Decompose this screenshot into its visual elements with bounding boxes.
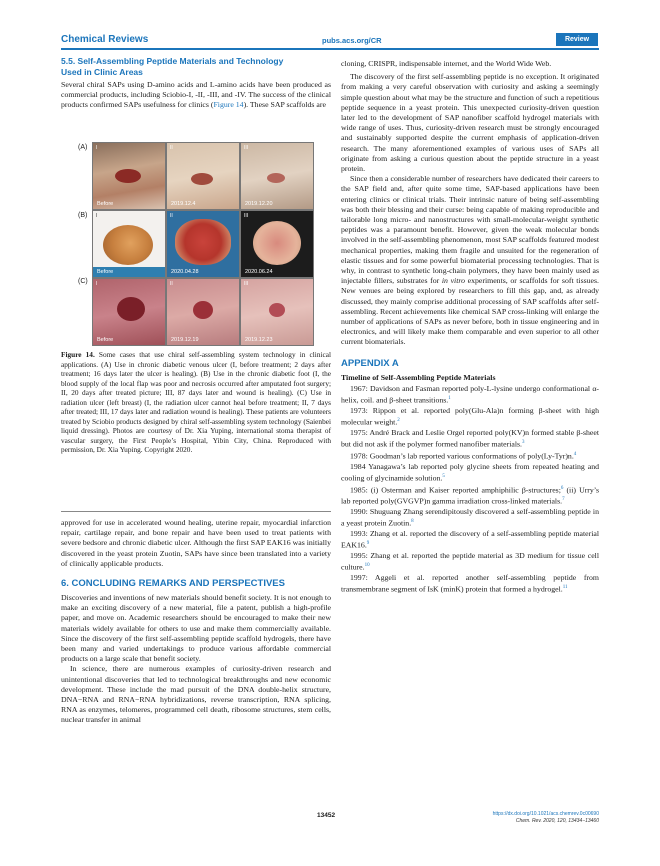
- timeline-entry: 1995: Zhang et al. reported the peptide material as 3D medium for tissue cell culture.$^{10}$: [341, 551, 599, 573]
- section-title-line2: Used in Clinic Areas: [61, 66, 143, 77]
- timeline-entry: 1973: Rippon et al. reported poly(Glu-Ala)n forming β-sheet with high molecular weight.$^2$: [341, 405, 599, 427]
- timeline-entry: 1985: (i) Osterman and Kaiser reported amphiphilic β-structures;$^6$ (ii) Urry’s lab reported poly(GVGVP)n gamma irradiation cross-linked materials.$^7$: [341, 485, 599, 507]
- appendix-a-title: APPENDIX A: [341, 357, 399, 369]
- paragraph: Since then a considerable number of researchers have dedicated their careers to the SAP field and, after quite some time, SAP-based applications have been entering clinics or clinical trials. Their intrinsic nature of being self-assembling was both their blessing and their curse: being capable of making reproducible and tailorable long micro- and nanostructures with small-molecular-weight synthetic peptides was a paramount benefit. However, given the weak molecular bonds involved in the self-assembling phenomenon, most SAP scaffolds featured modest mechanical properties, making them fragile and unsuited for the regeneration of elastic tissues and for some powerful biomaterial processing technologies. That is why, in contrast to synthetic long-chain polymers, they have been mainly used as injectable fillers, substrates for in vitro experiments, or scaffolds for soft tissues. New venues are being explored by researchers to fill this gap, and, as already discussed, they mainly comprise additional processing of SAP scaffolds after self-assembling. Recent achievements like chemical SAP cross-linking will enlarge the number of applications of SAPs as never before, both in tissue engineering and in electronics, and will likely make them comparable and even superior to all other current biomaterials.: [341, 174, 600, 347]
- citation: Chem. Rev. 2020, 120, 13434−13460: [515, 818, 599, 824]
- section-title-line1: 5.5. Self-Assembling Peptide Materials and Technology: [61, 56, 284, 66]
- paragraph: In science, there are numerous examples of curiosity-driven research and unintentional discoveries that led to technological breakthroughs and new economic development. These include the mad pursuit of the DNA double-helix structure, DNA−RNA and RNA−RNA hybridizations, reverse transcription, RNA splicing, RNA as enzymes, telomeres, programmed cell death, ribosome structures, stem cells, nuclear transfer in animal: [61, 664, 331, 725]
- paragraph: The discovery of the first self-assembling peptide is no exception. It originated from making a very careful observation with curiosity and asking a seemingly simple question about what may be the structure and function of such a repetitious peptide sequence in a yeast protein. This unexpected curiosity-driven question later led to the development of SAP nanofiber scaffold hydrogel materials with wide range of uses. Thus, curiosity-driven research must be strongly encouraged and sustainably supported despite the current emphasis of application-driven research. The many aforementioned examples of various uses of SAPs all originate from asking a curious question about the peptide structure in a yeast protein.: [341, 72, 599, 174]
- journal-name: Chemical Reviews: [61, 34, 149, 45]
- timeline-entry: 1984 Yanagawa’s lab reported poly glycine sheets from repeated heating and cooling of glycinamide solution.$^5$: [341, 461, 599, 483]
- figure-14-link[interactable]: Figure 14: [213, 100, 244, 110]
- timeline-entry: 1978: Goodman’s lab reported various conformations of poly(Ly-Tyr)n.$^4$: [350, 451, 577, 461]
- section-6-title: 6. CONCLUDING REMARKS AND PERSPECTIVES: [61, 578, 285, 590]
- photo-a-1: I Before: [92, 142, 166, 210]
- figure-14-caption: Figure 14. Some cases that use chiral self-assembling system technology in clinical applications. (A) Use in chronic diabetic venous ulcer (I, before treatment; 2 days after treatment; 16 days later the ulcer is healing). (B) Use in the chronic diabetic foot (I, the blood supply of the local flap was poor and necrosis occurred after amputated foot surgery; II, 20 days after treated picture; III, 87 days later and wound is healing). (C) Use in radiation ulcer (left breast) (I, the radiation ulcer cannot heal before treatment; II, 7 days after treated; III, 17 days later and radiation wound is healing). These patients are volunteers treated by Sciobio products designed by chiral self-assembling system technology (Saienbei liquid dressing). Photos are courtesy of Dr. Xia Yuping, international stoma therapist of vascular surgery, the First People’s Hospital, Yibin City, China. Reproduced with permission, Dr. Xia Yuping. Copyright 2020.: [61, 350, 331, 454]
- doi-link[interactable]: https://dx.doi.org/10.1021/acs.chemrev.0c00690: [492, 811, 599, 817]
- timeline-title: Timeline of Self-Assembling Peptide Materials: [341, 372, 496, 382]
- section-5-5-title: [61, 56, 331, 77]
- photo-a-2: II 2019.12.4: [166, 142, 240, 210]
- footer-doi: [493, 811, 599, 825]
- panel-label-c: (C): [78, 278, 88, 285]
- panel-label-b: (B): [78, 212, 88, 219]
- timeline-entry: 1990: Shuguang Zhang serendipitously discovered a self-assembling peptide in a yeast protein Zuotin.$^8$: [341, 507, 599, 529]
- timeline-entry: 1975: André Brack and Leslie Orgel reported poly(KV)n formed stable β-sheet but did not ask if the polymer formed nanofiber materials.$^3$: [341, 427, 599, 449]
- page-number: 13452: [317, 812, 336, 819]
- timeline-entry: 1967: Davidson and Fasman reported poly-L-lysine undergo conformational α-helix, coil. and β-sheet transitions.$^1$: [341, 383, 599, 405]
- photo-b-1: I Before: [92, 210, 166, 278]
- header-rule: [61, 48, 599, 50]
- paragraph: approved for use in accelerated wound healing, uterine repair, myocardial infarction repair, cartilage repair, and bone repair and have been used to treat patients with severe bedsore and chronic diabetic ulcer. Although the first SAP EAK16 was initially discovered in the yeast protein Zuotin, SAPs have since been translated into a variety of clinically applicable products.: [61, 518, 331, 568]
- right-column: [341, 59, 599, 595]
- figure-14: [78, 142, 316, 347]
- photo-c-3: III 2019.12.23: [240, 278, 314, 346]
- paragraph: Several chiral SAPs using D-amino acids and L-amino acids have been produced as commercial products, including Sciobio-I, -II, -III, and -IV. The success of the clinical products confirmed SAPs usefulness for clinics (Figure 14). These SAP scaffolds are: [61, 80, 331, 110]
- panel-label-a: (A): [78, 144, 88, 151]
- article-type-badge: Review: [556, 33, 598, 46]
- photo-a-3: III 2019.12.20: [240, 142, 314, 210]
- photo-c-1: I Before: [92, 278, 166, 346]
- timeline-entry: 1997: Aggeli et al. reported another self-assembling peptide from transmembrane segment of IsK (minK) protein that formed a hydrogel.$^{11}$: [341, 573, 599, 595]
- paragraph: cloning, CRISPR, indispensable internet, and the World Wide Web.: [341, 59, 552, 68]
- journal-url[interactable]: pubs.acs.org/CR: [322, 36, 382, 45]
- figure-rule: [61, 511, 331, 512]
- photo-b-2: II 2020.04.28: [166, 210, 240, 278]
- photo-c-2: II 2019.12.19: [166, 278, 240, 346]
- paragraph: Discoveries and inventions of new materials should benefit society. It is not enough to make an exciting discovery of a new material, file a patent, publish a high-profile paper, and move on. Academic researchers should be encouraged to make their new materials widely available for others to use and make them commercially available. Since the discovery of the first self-assembling peptide scaffold hydrogels, there have been many and varied undertakings to produce various affordable commercial products on a large scale that benefit society.: [61, 593, 331, 664]
- timeline-entry: 1993: Zhang et al. reported the discovery of a self-assembling peptide material EAK16.$^9$: [341, 529, 599, 551]
- left-column-bottom: [61, 518, 331, 726]
- left-column-top: [61, 56, 331, 111]
- photo-b-3: III 2020.06.24: [240, 210, 314, 278]
